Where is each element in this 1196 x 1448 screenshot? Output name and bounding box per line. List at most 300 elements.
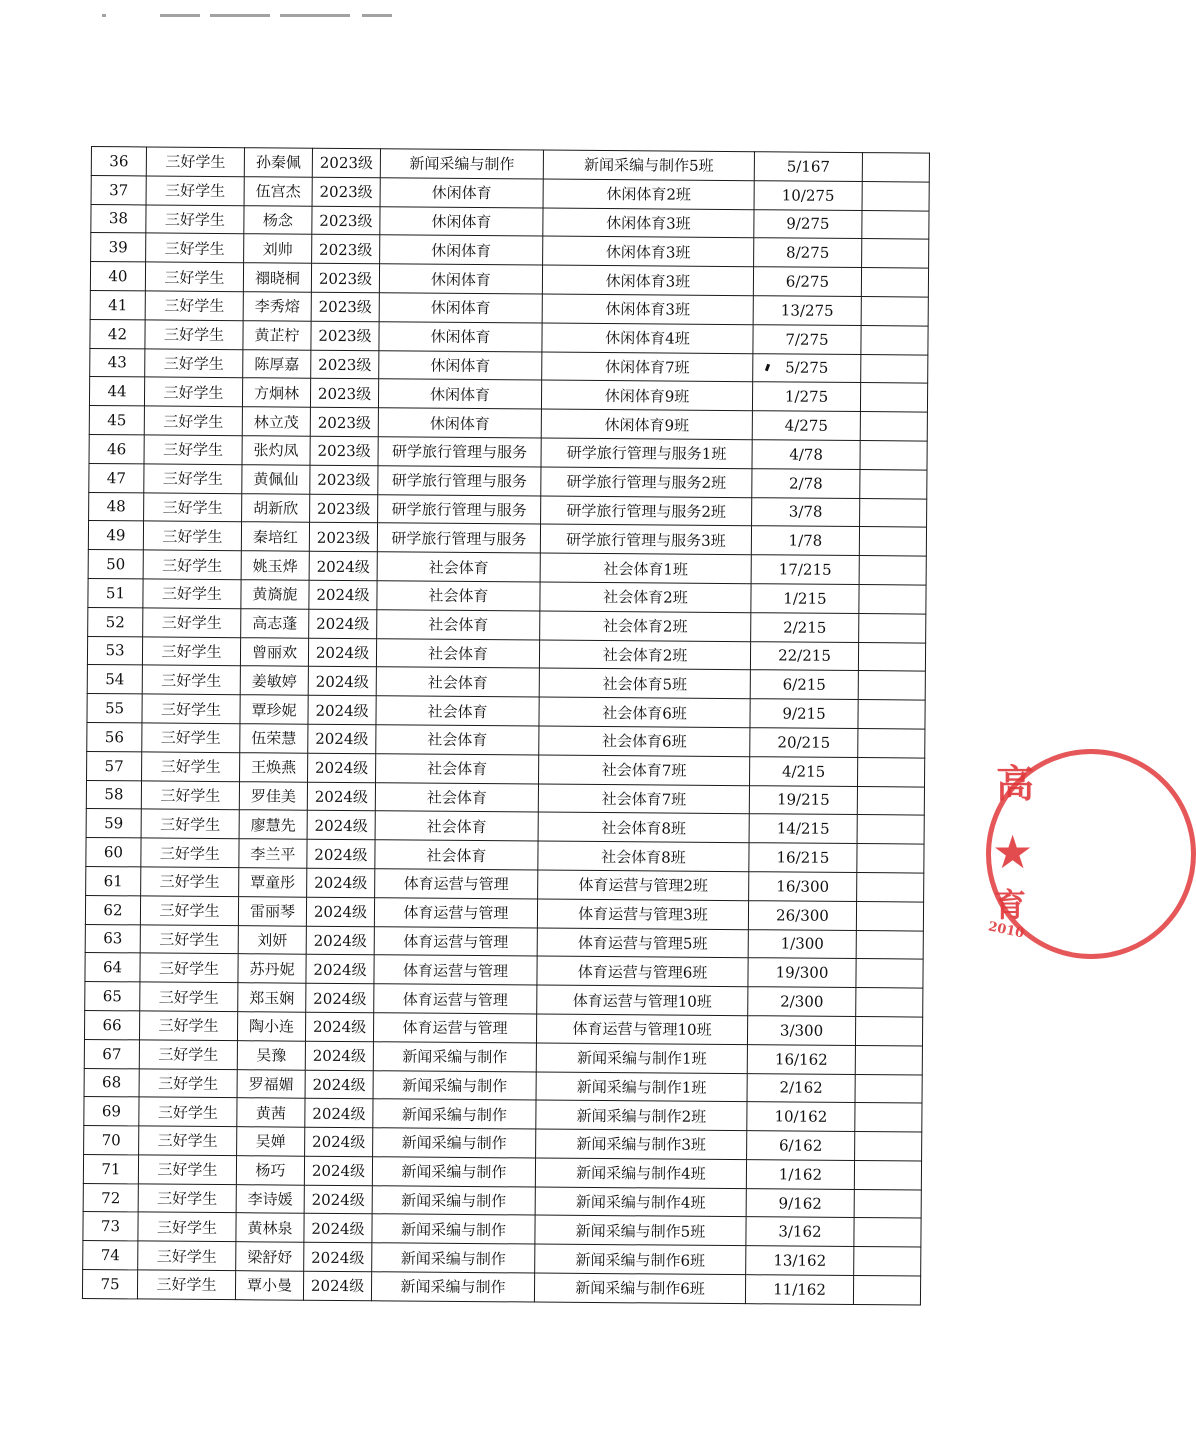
major-cell: 休闲体育 [378, 379, 541, 409]
remark-cell [858, 728, 925, 757]
award-title-cell: 三好学生 [137, 1270, 235, 1300]
row-number-cell: 52 [88, 607, 143, 636]
remark-cell [857, 815, 924, 844]
class-name-cell: 新闻采编与制作4班 [535, 1187, 746, 1217]
row-number-cell: 64 [85, 953, 140, 982]
row-number-cell: 63 [85, 924, 140, 953]
remark-cell [854, 1218, 921, 1247]
class-name-cell: 休闲体育2班 [543, 179, 754, 209]
award-title-cell: 三好学生 [146, 205, 244, 235]
remark-cell [858, 671, 925, 700]
row-number-cell: 69 [84, 1097, 139, 1126]
award-title-cell: 三好学生 [139, 1040, 237, 1070]
class-rank-cell: 4/275 [752, 411, 860, 441]
grade-year-cell: 2023级 [310, 465, 378, 494]
grade-year-cell: 2024级 [306, 983, 374, 1012]
row-number-cell: 46 [89, 434, 144, 463]
award-title-cell: 三好学生 [140, 924, 238, 954]
grade-year-cell: 2024级 [305, 1041, 373, 1070]
remark-cell [860, 441, 927, 470]
major-cell: 社会体育 [377, 610, 540, 640]
student-name-cell: 黄旖旎 [241, 580, 309, 609]
award-title-cell: 三好学生 [143, 579, 241, 609]
major-cell: 研学旅行管理与服务 [378, 494, 541, 524]
award-title-cell: 三好学生 [140, 896, 238, 926]
row-number-cell: 50 [88, 550, 143, 579]
major-cell: 体育运营与管理 [373, 1013, 536, 1043]
row-number-cell: 57 [87, 751, 142, 780]
class-rank-cell: 4/215 [749, 756, 857, 786]
grade-year-cell: 2023级 [310, 436, 378, 465]
grade-year-cell: 2023级 [311, 321, 379, 350]
grade-year-cell: 2024级 [307, 839, 375, 868]
award-title-cell: 三好学生 [141, 780, 239, 810]
major-cell: 休闲体育 [380, 178, 543, 208]
class-rank-cell: 3/162 [746, 1217, 854, 1247]
grade-year-cell: 2024级 [304, 1156, 372, 1185]
student-name-cell: 曾丽欢 [240, 637, 308, 666]
major-cell: 休闲体育 [380, 235, 543, 265]
student-name-cell: 廖慧先 [239, 810, 307, 839]
student-name-cell: 覃珍妮 [240, 695, 308, 724]
row-number-cell: 71 [83, 1154, 138, 1183]
grade-year-cell: 2023级 [312, 177, 380, 206]
row-number-cell: 44 [89, 377, 144, 406]
award-title-cell: 三好学生 [145, 262, 243, 292]
row-number-cell: 70 [84, 1126, 139, 1155]
remark-cell [861, 297, 928, 326]
row-number-cell: 59 [86, 809, 141, 838]
class-name-cell: 休闲体育3班 [543, 208, 754, 238]
remark-cell [860, 469, 927, 498]
class-name-cell: 新闻采编与制作2班 [536, 1100, 747, 1130]
grade-year-cell: 2023级 [310, 407, 378, 436]
major-cell: 社会体育 [375, 782, 538, 812]
major-cell: 研学旅行管理与服务 [378, 466, 541, 496]
award-title-cell: 三好学生 [141, 809, 239, 839]
grade-year-cell: 2024级 [309, 551, 377, 580]
class-name-cell: 新闻采编与制作4班 [535, 1158, 746, 1188]
award-title-cell: 三好学生 [141, 838, 239, 868]
class-rank-cell: 3/78 [752, 497, 860, 527]
class-name-cell: 新闻采编与制作1班 [536, 1072, 747, 1102]
remark-cell [855, 1074, 922, 1103]
grade-year-cell: 2024级 [307, 811, 375, 840]
class-name-cell: 休闲体育3班 [542, 265, 753, 295]
student-name-cell: 罗佳美 [239, 781, 307, 810]
student-name-cell: 杨巧 [236, 1156, 304, 1185]
class-name-cell: 体育运营与管理6班 [537, 956, 748, 986]
award-title-cell: 三好学生 [138, 1184, 236, 1214]
row-number-cell: 38 [91, 204, 146, 233]
major-cell: 新闻采编与制作 [373, 1041, 536, 1071]
grade-year-cell: 2024级 [308, 724, 376, 753]
row-number-cell: 72 [83, 1183, 138, 1212]
student-name-cell: 李兰平 [239, 839, 307, 868]
seal-char-top: 高 [996, 761, 1035, 806]
class-name-cell: 社会体育1班 [540, 553, 751, 583]
award-title-cell: 三好学生 [143, 550, 241, 580]
grade-year-cell: 2024级 [304, 1214, 372, 1243]
class-name-cell: 体育运营与管理10班 [536, 1014, 747, 1044]
student-name-cell: 覃童彤 [239, 868, 307, 897]
grade-year-cell: 2024级 [305, 1099, 373, 1128]
grade-year-cell: 2023级 [312, 206, 380, 235]
grade-year-cell: 2024级 [303, 1271, 371, 1300]
remark-cell [859, 613, 926, 642]
class-rank-cell: 1/162 [746, 1160, 854, 1190]
class-rank-cell: 8/275 [754, 238, 862, 268]
class-name-cell: 新闻采编与制作6班 [535, 1244, 746, 1274]
major-cell: 休闲体育 [378, 408, 541, 438]
row-number-cell: 45 [89, 406, 144, 435]
remark-cell [861, 268, 928, 297]
class-name-cell: 研学旅行管理与服务1班 [541, 438, 752, 468]
class-rank-cell: 2/300 [748, 987, 856, 1017]
student-name-cell: 黄林泉 [236, 1213, 304, 1242]
remark-cell [861, 325, 928, 354]
award-title-cell: 三好学生 [144, 377, 242, 407]
grade-year-cell: 2024级 [309, 609, 377, 638]
award-title-cell: 三好学生 [146, 233, 244, 263]
class-name-cell: 休闲体育7班 [542, 352, 753, 382]
award-title-cell: 三好学生 [146, 147, 244, 177]
class-rank-cell: 13/275 [753, 296, 861, 326]
row-number-cell: 47 [89, 463, 144, 492]
major-cell: 社会体育 [376, 638, 539, 668]
row-number-cell: 68 [84, 1068, 139, 1097]
class-name-cell: 社会体育6班 [539, 726, 750, 756]
grade-year-cell: 2024级 [307, 782, 375, 811]
major-cell: 体育运营与管理 [374, 897, 537, 927]
class-rank-cell: 20/215 [750, 728, 858, 758]
major-cell: 社会体育 [377, 581, 540, 611]
student-name-cell: 高志蓬 [241, 608, 309, 637]
major-cell: 休闲体育 [379, 322, 542, 352]
seal-digits: 2010 [986, 919, 1026, 942]
class-name-cell: 休闲体育4班 [542, 323, 753, 353]
major-cell: 体育运营与管理 [374, 926, 537, 956]
row-number-cell: 43 [90, 348, 145, 377]
class-rank-cell: 2/215 [751, 612, 859, 642]
class-rank-cell: 9/215 [750, 699, 858, 729]
grade-year-cell: 2024级 [304, 1185, 372, 1214]
remark-cell [854, 1189, 921, 1218]
row-number-cell: 37 [91, 175, 146, 204]
honor-student-roster-table [82, 146, 930, 1305]
remark-cell [857, 786, 924, 815]
remark-cell [861, 354, 928, 383]
class-rank-cell: 1/215 [751, 584, 859, 614]
class-rank-cell: 19/300 [748, 958, 856, 988]
class-name-cell: 休闲体育3班 [542, 294, 753, 324]
major-cell: 新闻采编与制作 [373, 1070, 536, 1100]
major-cell: 休闲体育 [379, 350, 542, 380]
class-rank-cell: 19/215 [749, 785, 857, 815]
remark-cell [856, 901, 923, 930]
class-name-cell: 研学旅行管理与服务2班 [541, 467, 752, 497]
class-rank-cell: 16/215 [749, 843, 857, 873]
class-name-cell: 社会体育7班 [538, 784, 749, 814]
class-name-cell: 研学旅行管理与服务2班 [541, 496, 752, 526]
remark-cell [853, 1276, 920, 1305]
major-cell: 新闻采编与制作 [372, 1157, 535, 1187]
class-rank-cell: 13/162 [746, 1246, 854, 1276]
award-title-cell: 三好学生 [138, 1155, 236, 1185]
student-name-cell: 伍宫杰 [244, 177, 312, 206]
remark-cell [855, 1045, 922, 1074]
class-name-cell: 研学旅行管理与服务3班 [540, 524, 751, 554]
class-rank-cell: 22/215 [750, 641, 858, 671]
row-number-cell: 75 [82, 1270, 137, 1299]
student-name-cell: 李诗媛 [236, 1184, 304, 1213]
major-cell: 休闲体育 [379, 264, 542, 294]
row-number-cell: 61 [86, 866, 141, 895]
major-cell: 体育运营与管理 [375, 869, 538, 899]
remark-cell [862, 181, 929, 210]
class-rank-cell: 4/78 [752, 440, 860, 470]
row-number-cell: 49 [88, 521, 143, 550]
remark-cell [862, 153, 929, 182]
student-name-cell: 姜敏婷 [240, 666, 308, 695]
class-name-cell: 体育运营与管理10班 [537, 985, 748, 1015]
class-rank-cell: 6/162 [747, 1131, 855, 1161]
class-rank-cell: 1/275 [752, 382, 860, 412]
class-name-cell: 新闻采编与制作5班 [535, 1216, 746, 1246]
row-number-cell: 51 [88, 578, 143, 607]
major-cell: 新闻采编与制作 [372, 1185, 535, 1215]
major-cell: 社会体育 [376, 667, 539, 697]
grade-year-cell: 2023级 [309, 523, 377, 552]
student-name-cell: 方炯林 [242, 378, 310, 407]
award-title-cell: 三好学生 [142, 636, 240, 666]
major-cell: 新闻采编与制作 [380, 149, 543, 179]
seal-char-bottom: 育 [994, 886, 1027, 924]
roster-body [82, 147, 929, 1305]
award-title-cell: 三好学生 [138, 1212, 236, 1242]
remark-cell [859, 584, 926, 613]
remark-cell [860, 383, 927, 412]
class-rank-cell: 7/275 [753, 324, 861, 354]
grade-year-cell: 2023级 [312, 235, 380, 264]
award-title-cell: 三好学生 [142, 752, 240, 782]
student-name-cell: 禤晓桐 [243, 263, 311, 292]
award-title-cell: 三好学生 [142, 723, 240, 753]
class-name-cell: 社会体育2班 [539, 640, 750, 670]
grade-year-cell: 2024级 [305, 1127, 373, 1156]
remark-cell [859, 556, 926, 585]
remark-cell [857, 844, 924, 873]
grade-year-cell: 2024级 [307, 868, 375, 897]
row-number-cell: 62 [85, 895, 140, 924]
student-name-cell: 李秀熔 [243, 292, 311, 321]
grade-year-cell: 2024级 [308, 695, 376, 724]
row-number-cell: 40 [90, 262, 145, 291]
class-rank-cell: 9/162 [746, 1188, 854, 1218]
grade-year-cell: 2024级 [306, 955, 374, 984]
class-rank-cell: 5/275 [753, 353, 861, 383]
student-name-cell: 刘妍 [238, 925, 306, 954]
page-header-residue [100, 8, 400, 20]
major-cell: 新闻采编与制作 [372, 1214, 535, 1244]
row-number-cell: 67 [84, 1039, 139, 1068]
major-cell: 社会体育 [375, 811, 538, 841]
grade-year-cell: 2023级 [312, 148, 380, 177]
row-number-cell: 60 [86, 838, 141, 867]
award-title-cell: 三好学生 [144, 435, 242, 465]
remark-cell [855, 1103, 922, 1132]
student-name-cell: 罗福媚 [237, 1069, 305, 1098]
class-name-cell: 新闻采编与制作5班 [543, 150, 754, 180]
award-title-cell: 三好学生 [144, 406, 242, 436]
award-title-cell: 三好学生 [145, 349, 243, 379]
major-cell: 新闻采编与制作 [373, 1099, 536, 1129]
remark-cell [862, 239, 929, 268]
student-name-cell: 杨念 [244, 205, 312, 234]
row-number-cell: 48 [89, 492, 144, 521]
class-name-cell: 休闲体育9班 [541, 380, 752, 410]
remark-cell [856, 930, 923, 959]
grade-year-cell: 2024级 [308, 667, 376, 696]
student-name-cell: 胡新欣 [242, 493, 310, 522]
student-name-cell: 黄芷柠 [243, 320, 311, 349]
class-name-cell: 社会体育6班 [539, 697, 750, 727]
grade-year-cell: 2024级 [304, 1242, 372, 1271]
major-cell: 社会体育 [376, 696, 539, 726]
remark-cell [855, 1016, 922, 1045]
class-name-cell: 社会体育8班 [538, 812, 749, 842]
major-cell: 社会体育 [377, 552, 540, 582]
grade-year-cell: 2024级 [308, 753, 376, 782]
row-number-cell: 65 [85, 982, 140, 1011]
student-name-cell: 郑玉娴 [238, 983, 306, 1012]
student-name-cell: 陶小连 [237, 1012, 305, 1041]
class-rank-cell: 10/275 [754, 181, 862, 211]
student-name-cell: 陈厚嘉 [243, 349, 311, 378]
class-rank-cell: 3/300 [747, 1016, 855, 1046]
class-name-cell: 社会体育5班 [539, 668, 750, 698]
award-title-cell: 三好学生 [143, 608, 241, 638]
student-name-cell: 张灼凤 [242, 436, 310, 465]
row-number-cell: 41 [90, 290, 145, 319]
grade-year-cell: 2023级 [310, 494, 378, 523]
row-number-cell: 53 [87, 636, 142, 665]
major-cell: 新闻采编与制作 [373, 1128, 536, 1158]
class-rank-cell: 1/300 [748, 929, 856, 959]
student-name-cell: 覃小曼 [235, 1271, 303, 1300]
class-name-cell: 休闲体育3班 [543, 236, 754, 266]
row-number-cell: 36 [91, 147, 146, 176]
major-cell: 社会体育 [375, 840, 538, 870]
student-name-cell: 刘帅 [244, 234, 312, 263]
award-title-cell: 三好学生 [140, 953, 238, 983]
student-name-cell: 姚玉烨 [241, 551, 309, 580]
remark-cell [860, 498, 927, 527]
grade-year-cell: 2024级 [309, 580, 377, 609]
grade-year-cell: 2023级 [311, 292, 379, 321]
major-cell: 新闻采编与制作 [371, 1272, 534, 1302]
remark-cell [858, 642, 925, 671]
award-title-cell: 三好学生 [142, 694, 240, 724]
row-number-cell: 74 [83, 1241, 138, 1270]
major-cell: 体育运营与管理 [374, 984, 537, 1014]
official-seal-stamp [982, 745, 1042, 955]
row-number-cell: 56 [87, 722, 142, 751]
student-name-cell: 黄茜 [237, 1098, 305, 1127]
remark-cell [854, 1247, 921, 1276]
row-number-cell: 55 [87, 694, 142, 723]
award-title-cell: 三好学生 [139, 1011, 237, 1041]
grade-year-cell: 2024级 [306, 926, 374, 955]
major-cell: 休闲体育 [380, 206, 543, 236]
student-name-cell: 苏丹妮 [238, 954, 306, 983]
award-title-cell: 三好学生 [145, 291, 243, 321]
remark-cell [860, 412, 927, 441]
class-name-cell: 社会体育8班 [538, 841, 749, 871]
remark-cell [856, 959, 923, 988]
remark-cell [862, 210, 929, 239]
major-cell: 研学旅行管理与服务 [378, 437, 541, 467]
class-rank-cell: 6/275 [753, 267, 861, 297]
class-rank-cell: 10/162 [747, 1102, 855, 1132]
row-number-cell: 39 [91, 233, 146, 262]
award-title-cell: 三好学生 [144, 464, 242, 494]
major-cell: 社会体育 [376, 725, 539, 755]
student-name-cell: 林立茂 [242, 407, 310, 436]
award-title-cell: 三好学生 [141, 867, 239, 897]
remark-cell [856, 988, 923, 1017]
class-name-cell: 体育运营与管理5班 [537, 928, 748, 958]
student-name-cell: 黄佩仙 [242, 464, 310, 493]
class-name-cell: 休闲体育9班 [541, 409, 752, 439]
award-title-cell: 三好学生 [146, 176, 244, 206]
grade-year-cell: 2023级 [310, 379, 378, 408]
grade-year-cell: 2023级 [311, 350, 379, 379]
row-number-cell: 66 [84, 1010, 139, 1039]
student-name-cell: 梁舒妤 [236, 1242, 304, 1271]
award-title-cell: 三好学生 [139, 1126, 237, 1156]
class-rank-cell: 26/300 [748, 900, 856, 930]
remark-cell [857, 757, 924, 786]
student-name-cell: 吴婵 [237, 1127, 305, 1156]
student-name-cell: 伍荣慧 [240, 724, 308, 753]
award-title-cell: 三好学生 [139, 1068, 237, 1098]
major-cell: 社会体育 [376, 753, 539, 783]
class-name-cell: 体育运营与管理3班 [537, 899, 748, 929]
student-name-cell: 吴豫 [237, 1040, 305, 1069]
class-rank-cell: 16/162 [747, 1044, 855, 1074]
table-row [82, 1270, 920, 1305]
class-rank-cell: 2/162 [747, 1073, 855, 1103]
class-name-cell: 新闻采编与制作6班 [534, 1273, 745, 1303]
grade-year-cell: 2023级 [311, 263, 379, 292]
class-name-cell: 社会体育2班 [540, 582, 751, 612]
row-number-cell: 58 [86, 780, 141, 809]
row-number-cell: 54 [87, 665, 142, 694]
grade-year-cell: 2024级 [306, 897, 374, 926]
class-name-cell: 体育运营与管理2班 [538, 870, 749, 900]
major-cell: 休闲体育 [379, 293, 542, 323]
award-title-cell: 三好学生 [144, 492, 242, 522]
remark-cell [855, 1132, 922, 1161]
class-rank-cell: 5/167 [754, 152, 862, 182]
row-number-cell: 42 [90, 319, 145, 348]
class-rank-cell: 11/162 [745, 1275, 853, 1305]
major-cell: 研学旅行管理与服务 [377, 523, 540, 553]
row-number-cell: 73 [83, 1212, 138, 1241]
class-rank-cell: 16/300 [749, 872, 857, 902]
award-title-cell: 三好学生 [143, 521, 241, 551]
